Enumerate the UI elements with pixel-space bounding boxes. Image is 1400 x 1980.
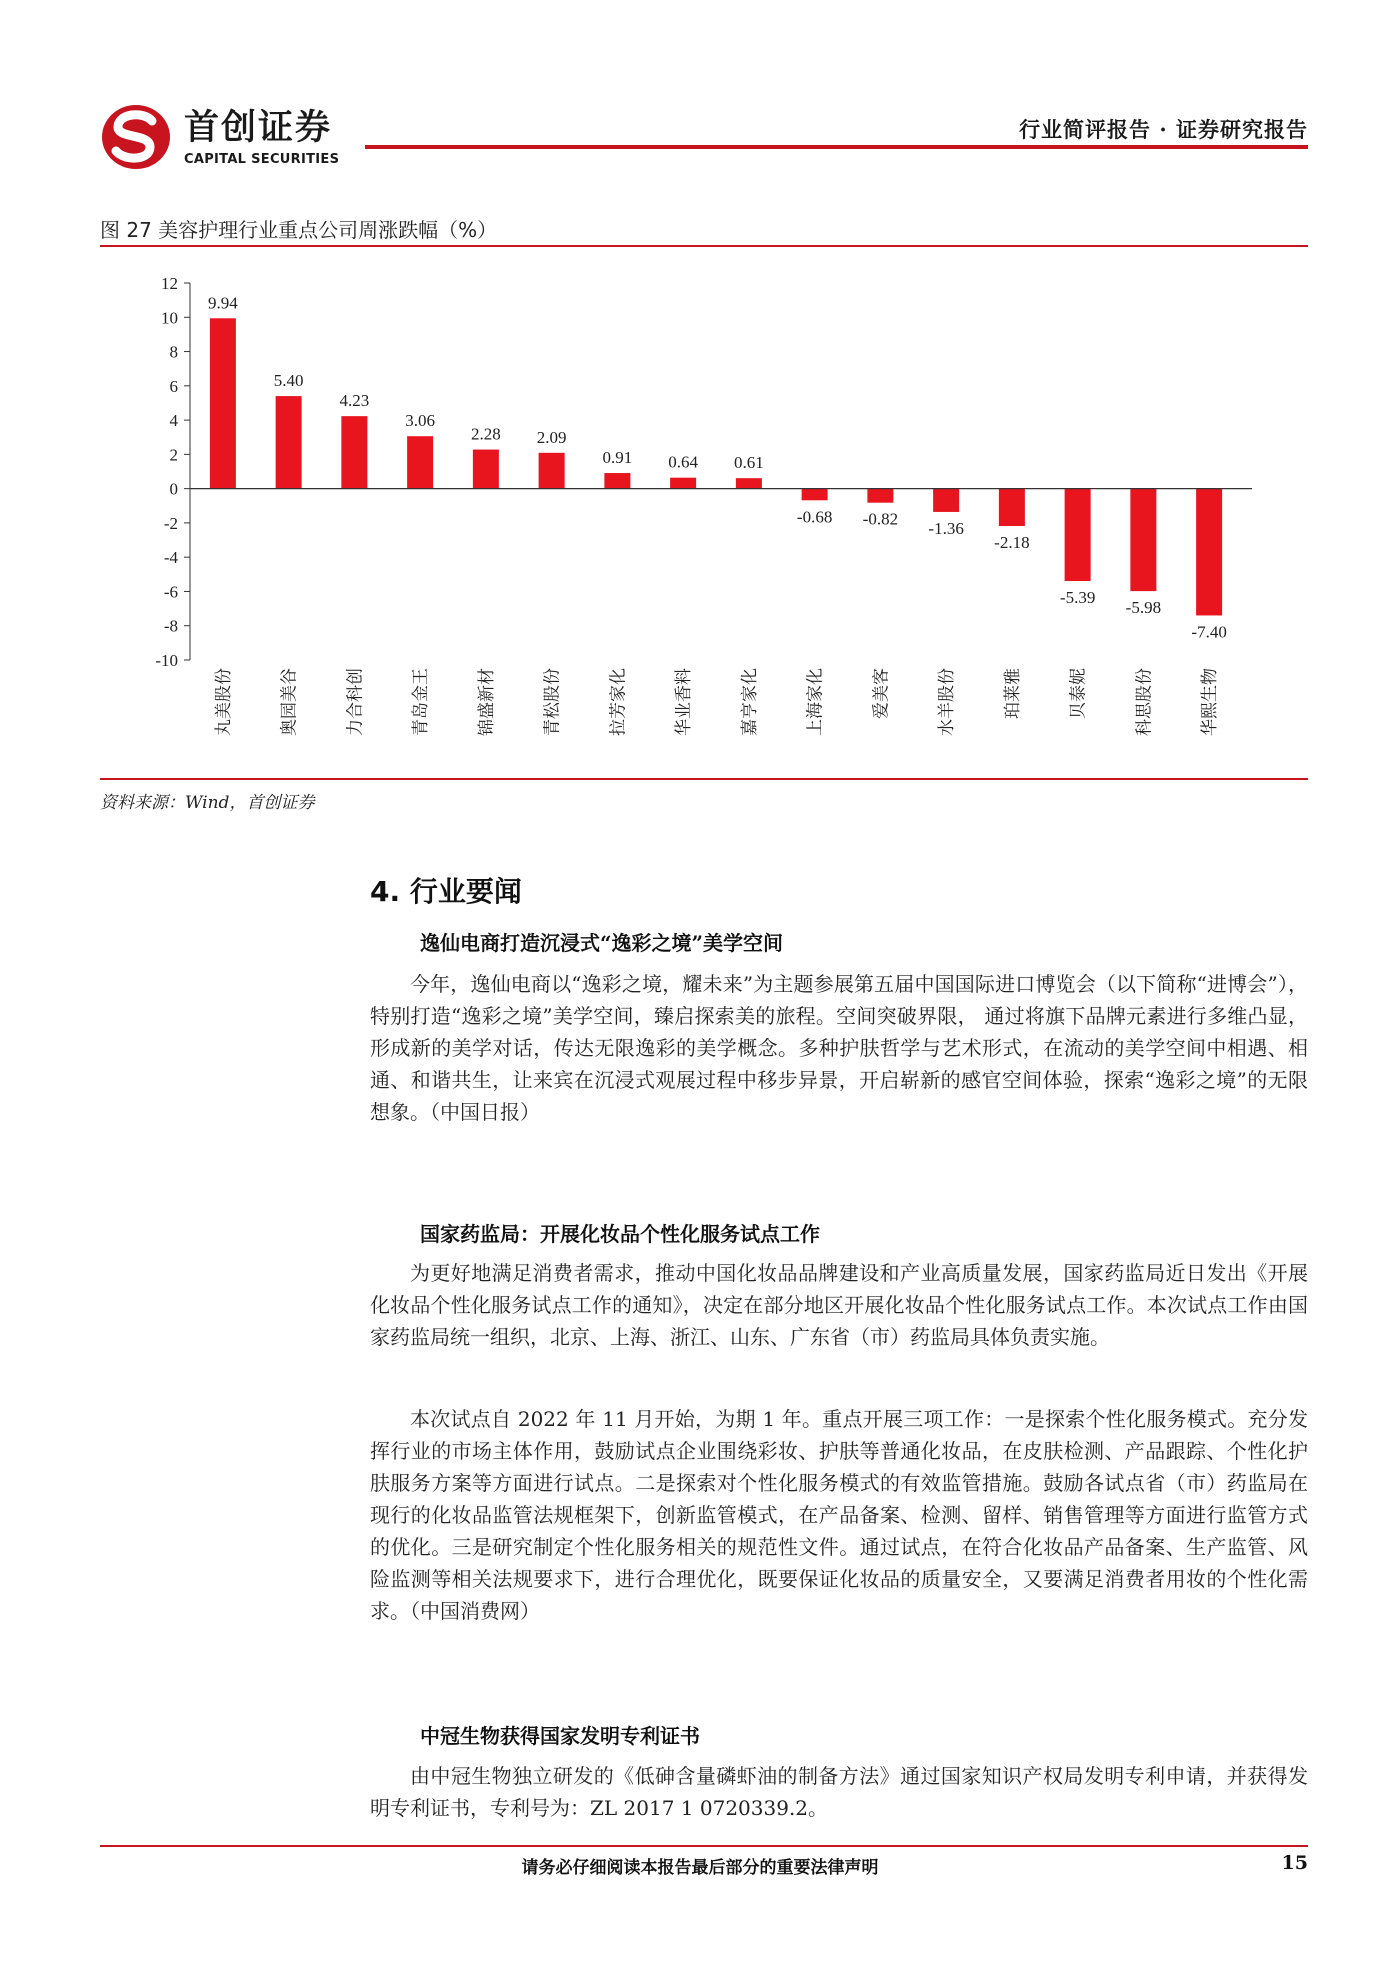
y-tick-label: -4 <box>163 548 178 568</box>
capital-securities-logo-icon <box>100 103 172 171</box>
bar-华熙生物 <box>1196 489 1222 616</box>
data-label: -0.82 <box>862 509 899 529</box>
y-tick-label: 2 <box>169 445 178 465</box>
y-tick-label: 12 <box>161 274 178 293</box>
data-label: -7.40 <box>1191 622 1227 642</box>
category-label: 珀莱雅 <box>1002 668 1023 719</box>
data-label: 0.61 <box>734 453 764 473</box>
data-label: -1.36 <box>928 518 964 538</box>
data-label: 3.06 <box>405 411 435 431</box>
y-tick-label: 0 <box>169 479 178 499</box>
header-divider <box>365 145 1308 149</box>
figure-bottom-rule <box>100 778 1308 780</box>
bar-爱美客 <box>867 489 893 503</box>
bar-华业香料 <box>670 478 696 489</box>
y-tick-label: -6 <box>163 582 178 602</box>
category-label: 上海家化 <box>805 668 826 736</box>
news-paragraph: 本次试点自 2022 年 11 月开始，为期 1 年。重点开展三项工作：一是探索个性化服务模式。充分发挥行业的市场主体作用，鼓励试点企业围绕彩妆、护肤等普通化妆品，在皮肤检测、产品跟踪、个性化护肤服务方案等方面进行试点。二是探索对个性化服务模式的有效监管措施。鼓励各试点省（市）药监局在现行的化妆品监管法规框架下，创新监管模式，在产品备案、检测、留样、销售管理等方面进行监管方式的优化。三是研究制定个性化服务相关的规范性文件。通过试点，在符合化妆品产品备案、生产监管、风险监测等相关法规要求下，进行合理优化，既要保证化妆品的质量安全，又要满足消费者用妆的个性化需求。（中国消费网） <box>370 1407 1308 1623</box>
report-type-label: 行业简评报告 · 证券研究报告 <box>1019 117 1308 142</box>
bar-丸美股份 <box>210 318 236 488</box>
bar-拉芳家化 <box>604 473 630 489</box>
data-label: 2.28 <box>471 424 501 444</box>
brand-name-cn: 首创证券 <box>184 108 333 148</box>
data-label: 0.91 <box>602 448 633 468</box>
category-label: 青松股份 <box>542 668 563 736</box>
figure-top-rule <box>100 245 1308 247</box>
data-label: -5.39 <box>1059 588 1096 608</box>
bar-珀莱雅 <box>999 489 1025 526</box>
data-label: 0.64 <box>668 452 698 472</box>
category-label: 奥园美谷 <box>279 668 300 736</box>
data-label: 2.09 <box>536 427 567 447</box>
bar-上海家化 <box>802 489 828 501</box>
news-paragraph: 为更好地满足消费者需求，推动中国化妆品品牌建设和产业高质量发展，国家药监局近日发出《开展化妆品个性化服务试点工作的通知》，决定在部分地区开展化妆品个性化服务试点工作。本次试点工作由国家药监局统一组织，北京、上海、浙江、山东、广东省（市）药监局具体负责实施。 <box>370 1261 1308 1349</box>
category-label: 华熙生物 <box>1200 668 1221 736</box>
brand-name-en: CAPITAL SECURITIES <box>184 152 340 167</box>
category-label: 力合科创 <box>345 668 366 736</box>
bar-科思股份 <box>1130 489 1156 591</box>
y-tick-label: 6 <box>169 376 178 396</box>
figure-source: 资料来源：Wind，首创证券 <box>100 793 315 813</box>
y-tick-label: 10 <box>161 308 178 328</box>
data-label: 5.40 <box>273 371 304 391</box>
y-tick-label: 4 <box>169 411 178 431</box>
bar-水羊股份 <box>933 489 959 512</box>
bar-嘉亨家化 <box>736 478 762 488</box>
news-headline: 中冠生物获得国家发明专利证书 <box>420 1724 700 1748</box>
data-label: 9.94 <box>208 293 238 313</box>
category-label: 嘉亨家化 <box>739 668 760 736</box>
category-label: 华业香料 <box>674 668 695 736</box>
category-label: 青岛金王 <box>411 668 432 736</box>
bar-奥园美谷 <box>276 396 302 489</box>
weekly-change-bar-chart <box>100 250 1308 780</box>
news-paragraph: 今年，逸仙电商以“逸彩之境，耀未来”为主题参展第五届中国国际进口博览会（以下简称“进博会”），特别打造“逸彩之境”美学空间，臻启探索美的旅程。空间突破界限， 通过将旗下品牌元素进行多维凸显，形成新的美学对话，传达无限逸彩的美学概念。多种护肤哲学与艺术形式，在流动的美学空间中相遇、相通、和谐共生，让来宾在沉浸式观展过程中移步异景，开启崭新的感官空间体验，探索“逸彩之境”的无限想象。（中国日报） <box>370 972 1308 1124</box>
y-tick-label: -10 <box>155 651 178 670</box>
news-headline: 逸仙电商打造沉浸式“逸彩之境”美学空间 <box>420 931 784 955</box>
category-label: 拉芳家化 <box>608 668 629 736</box>
category-label: 爱美客 <box>871 668 892 719</box>
y-tick-label: 8 <box>169 342 178 362</box>
bar-力合科创 <box>341 416 367 488</box>
figure-title: 图 27 美容护理行业重点公司周涨跌幅（%） <box>100 218 498 242</box>
category-label: 贝泰妮 <box>1068 668 1089 719</box>
data-label: -2.18 <box>994 532 1030 552</box>
bar-青岛金王 <box>407 436 433 488</box>
page-number: 15 <box>1281 1852 1308 1874</box>
bar-锦盛新材 <box>473 450 499 489</box>
news-headline: 国家药监局：开展化妆品个性化服务试点工作 <box>420 1222 820 1246</box>
data-label: -5.98 <box>1125 598 1162 618</box>
category-label: 科思股份 <box>1134 668 1155 736</box>
bar-青松股份 <box>539 453 565 489</box>
legal-disclaimer-note: 请务必仔细阅读本报告最后部分的重要法律声明 <box>521 1858 879 1878</box>
y-tick-label: -8 <box>163 616 178 636</box>
category-label: 丸美股份 <box>213 668 234 736</box>
footer-divider <box>100 1845 1308 1847</box>
bar-贝泰妮 <box>1065 489 1091 581</box>
category-label: 锦盛新材 <box>476 668 497 736</box>
section-title: 4. 行业要闻 <box>370 875 522 908</box>
y-tick-label: -2 <box>163 513 178 533</box>
data-label: 4.23 <box>339 391 370 411</box>
category-label: 水羊股份 <box>937 668 958 736</box>
data-label: -0.68 <box>796 507 833 527</box>
news-paragraph: 由中冠生物独立研发的《低砷含量磷虾油的制备方法》通过国家知识产权局发明专利申请，并获得发明专利证书，专利号为：ZL 2017 1 0720339.2。 <box>370 1764 1308 1820</box>
